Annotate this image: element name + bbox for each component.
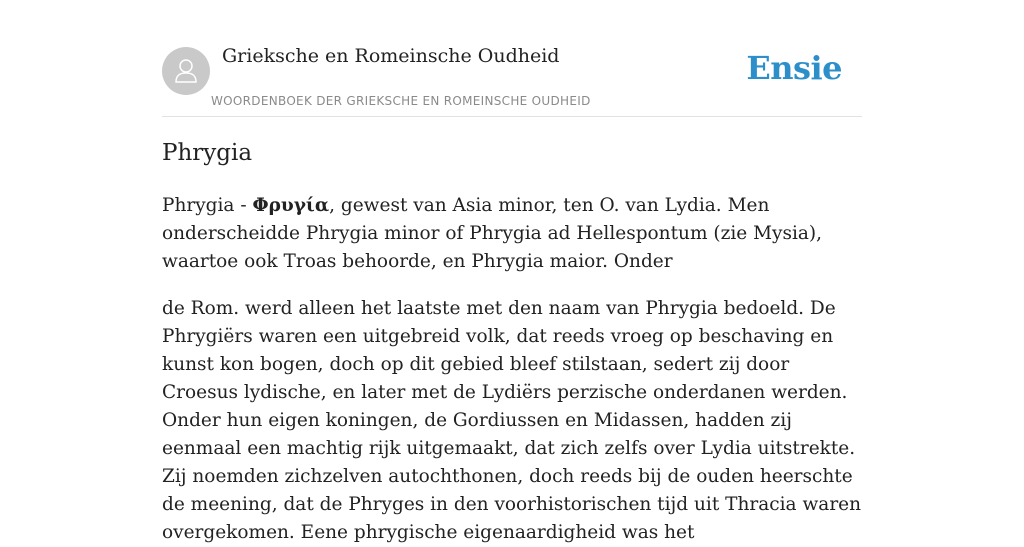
article-paragraph-2: de Rom. werd alleen het laatste met den naam van Phrygia bedoeld. De Phrygiërs waren een uitgebreid volk, dat reeds vroeg op beschaving en kunst kon bogen, doch op dit gebied bleef stilstaan, sedert zij door Croesus lydische, en later met de Lydiërs perzische onderdanen werden. Onder hun eigen koningen, de Gordiussen en Midassen, hadden zij eenmaal een machtig rijk uitgemaakt, dat zich zelfs over Lydia uitstrekte. Zij noemden zichzelven autochthonen, doch reeds bij de ouden heerschte de meening, dat de Phryges in den voorhistorischen tijd uit Thracia waren overgekomen. Eene phrygische eigenaardigheid was het xyxy=(162,298,862,543)
source-title[interactable]: Grieksche en Romeinsche Oudheid xyxy=(222,45,560,67)
source-subtitle: WOORDENBOEK DER GRIEKSCHE EN ROMEINSCHE OUDHEID xyxy=(211,94,591,108)
page-title: Phrygia xyxy=(162,140,253,166)
person-icon xyxy=(171,56,201,86)
article-paragraph-1 xyxy=(162,192,862,276)
paragraph-1-prefix: Phrygia - xyxy=(162,195,253,216)
ensie-logo[interactable]: Ensie xyxy=(746,49,842,87)
paragraph-1-body: , gewest van Asia minor, ten O. van Lydia. Men onderscheidde Phrygia minor of Phrygia ad Hellespontum (zie Mysia), waartoe ook Troas behoorde, en Phrygia maior. Onder xyxy=(162,195,823,272)
source-header xyxy=(162,0,862,117)
page xyxy=(162,0,862,543)
greek-term: Φρυγία xyxy=(252,195,330,216)
avatar[interactable] xyxy=(162,47,210,95)
